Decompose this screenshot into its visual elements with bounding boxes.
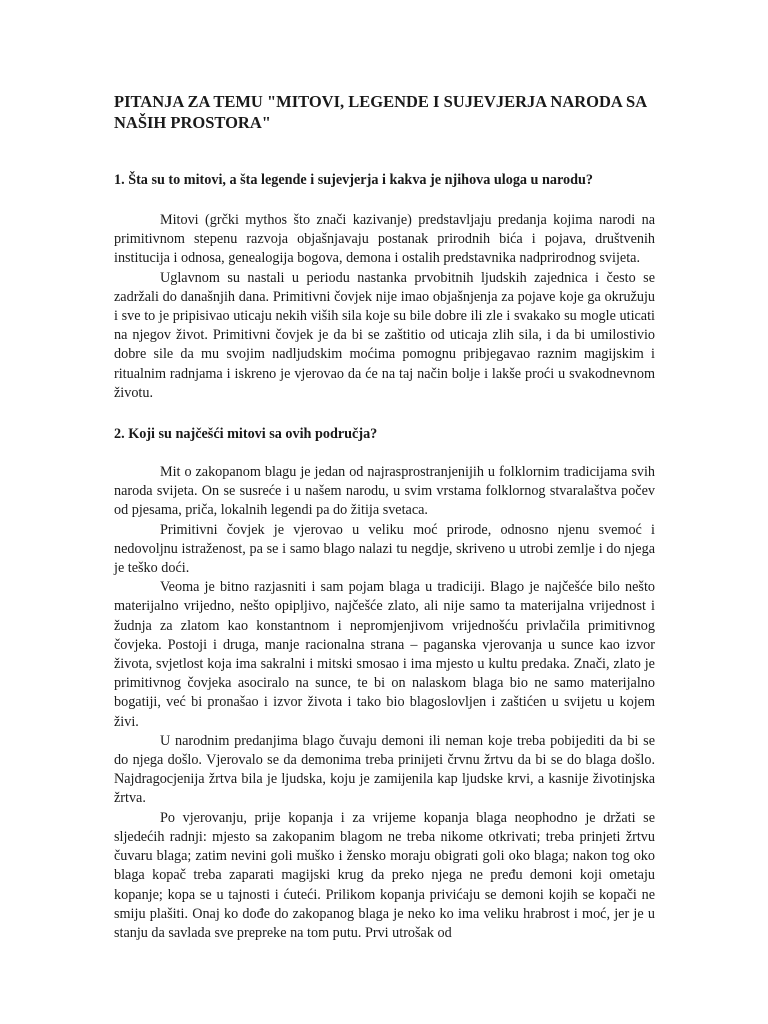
paragraph: Uglavnom su nastali u periodu nastanka prvobitnih ljudskih zajednica i često se zadržali do današnjih dana. Primitivni čovjek nije imao objašnjenja za pojave koje ga okružuju i sve to je pripisivao uticaju nekih viših sila koje su bile dobre ili zle i svakako su mogle uticati na njegov život. Primitivni čovjek je da bi se zaštitio od uticaja zlih sila, i da bi umilostivio dobre sile da mu svojim nadljudskim moćima pomognu pribjegavao raznim magijskim i ritualnim radnjama i iskreno je vjerovao da će na taj način bolje i lakše proći u svakodnevnom životu.	[114, 269, 655, 401]
paragraph: U narodnim predanjima blago čuvaju demoni ili neman koje treba pobijediti da bi se do njega došlo. Vjerovalo se da demonima treba prinijeti črvnu žrtvu da bi se do blaga došlo. Najdragocjenija žrtva bila je ljudska, koju je zamijenila kap ljudske krvi, a kasnije životinjska žrtva.	[114, 732, 655, 807]
question-heading-1: 1. Šta su to mitovi, a šta legende i sujevjerja i kakva je njihova uloga u narodu?	[114, 172, 593, 188]
document-title: PITANJA ZA TEMU "MITOVI, LEGENDE I SUJEVJERJA NARODA SA NAŠIH PROSTORA"	[114, 92, 647, 132]
paragraph: Po vjerovanju, prije kopanja i za vrijeme kopanja blaga neophodno je držati se sljedećih radnji: mjesto sa zakopanim blagom ne treba nikome otkrivati; treba prinjeti žrtvu čuvaru blaga; zatim nevini goli muško i žensko moraju obigrati goli oko blaga; nakon tog oko blaga kopač treba zaparati magijski krug da preko njega ne pređu demoni koji ometaju kopanje; kopa se u tajnosti i ćuteći. Prilikom kopanja privićaju se demoni kojih se kopači ne smiju plašiti. Onaj ko dođe do zakopanog blaga je neko ko ima veliku hrabrost i moć, jer je u stanju da savlada sve prepreke na tom putu. Prvi utrošak od	[114, 809, 655, 941]
document-body	[114, 91, 655, 943]
question-section-1	[114, 171, 655, 403]
paragraph: Veoma je bitno razjasniti i sam pojam blaga u tradiciji. Blago je najčešće bilo nešto materijalno vrijedno, nešto opipljivo, najčešće zlato, ali nije samo ta materijalna vrijednost i žudnja za zlatom kao konstantnom i nepromjenjivom vrijednošću privlačila primitivnog čovjeka. Postoji i druga, manje racionalna strana – paganska vjerovanja u sunce kao izvor života, svjetlost koja ima sakralni i mitski smosao i ima mjesto u kultu predaka. Znači, zlato je primitivnog čovjeka asociralo na sunce, te bi on nalaskom blaga bio ne samo materijalno bogatiji, već bi pronašao i izvor života i tako bio blagoslovljen i zaštićen u svijetu u kojem živi.	[114, 579, 655, 730]
paragraph: Mit o zakopanom blagu je jedan od najrasprostranjenijih u folklornim tradicijama svih naroda svijeta. On se susreće i u našem narodu, u svim vrstama folklornog stvaralaštva počev od pjesama, priča, lokalnih legendi pa do žitija svetaca.	[114, 464, 655, 519]
question-heading-2: 2. Koji su najčešći mitovi sa ovih područja?	[114, 426, 378, 443]
question-section-2	[114, 425, 655, 943]
paragraph: Mitovi (grčki mythos što znači kazivanje) predstavljaju predanja kojima narodi na primitivnom stepenu razvoja objašnjavaju postanak prirodnih bića i pojava, društvenih institucija i odnosa, genealogija bogova, demona i ostalih predstavnika nadprirodnog svijeta.	[114, 212, 655, 267]
paragraph: Primitivni čovjek je vjerovao u veliku moć prirode, odnosno njenu svemoć i nedovoljnu istraženost, pa se i samo blago nalazi tu negdje, skriveno u utrobi zemlje i do njega je teško doći.	[114, 521, 655, 577]
